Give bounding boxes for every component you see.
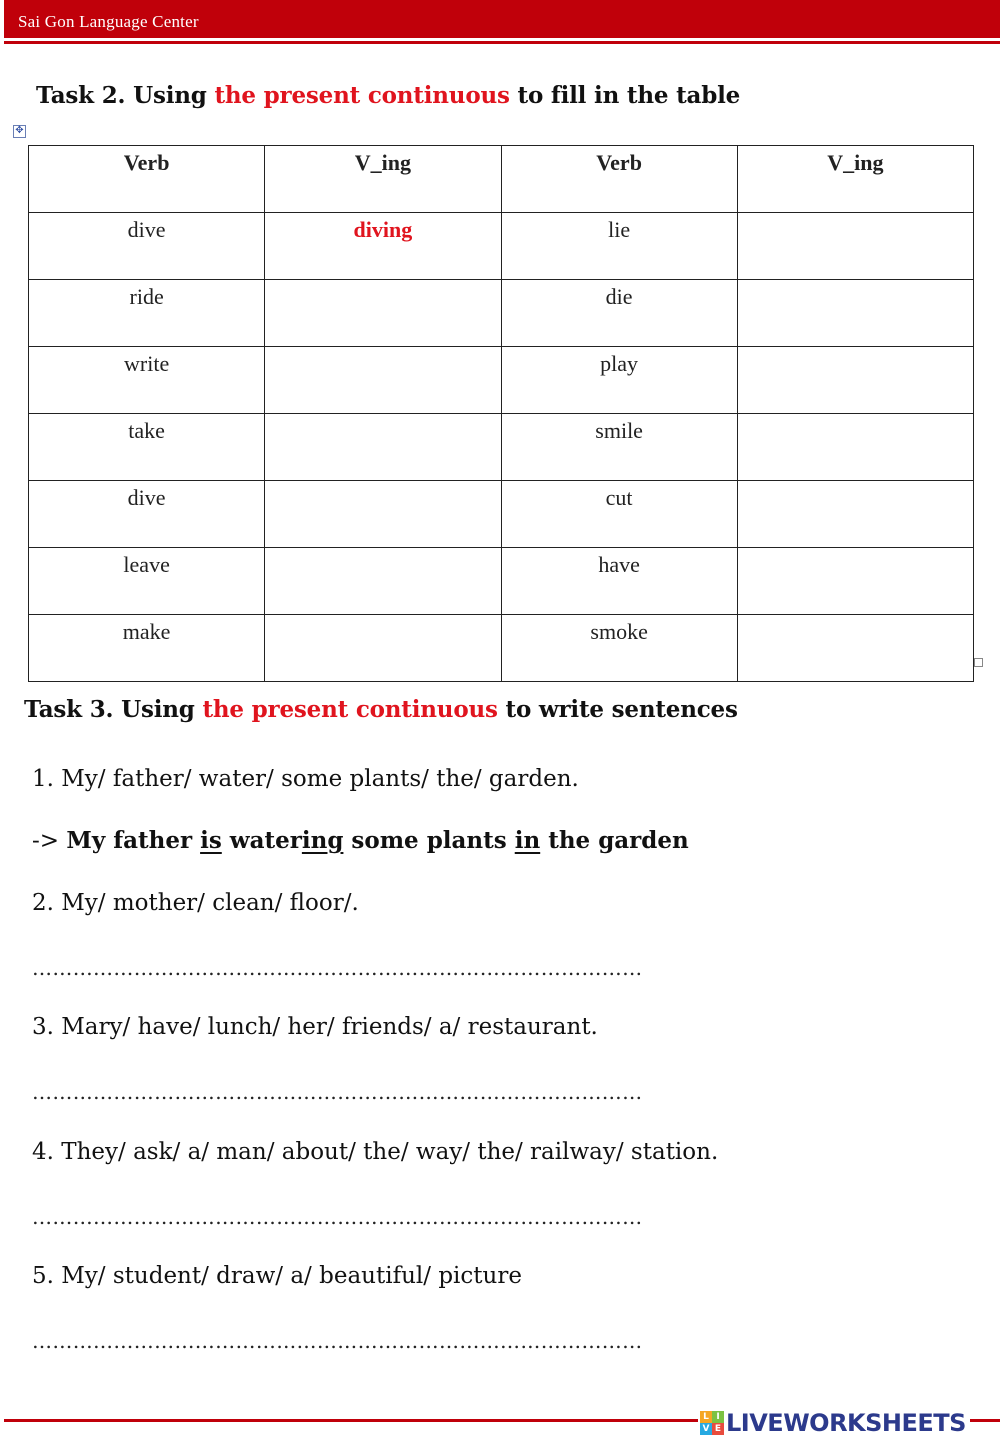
table-move-handle-icon[interactable]: ✥ bbox=[13, 125, 26, 138]
header-ving-1: V_ing bbox=[265, 146, 501, 213]
header-divider bbox=[4, 41, 1000, 44]
task2-suffix: to fill in the table bbox=[509, 82, 741, 109]
verb-cell: dive bbox=[29, 213, 265, 280]
question-3: 3. Mary/ have/ lunch/ her/ friends/ a/ restaurant. bbox=[32, 1014, 598, 1040]
table-row bbox=[29, 280, 974, 347]
ving-answer-cell[interactable] bbox=[265, 347, 501, 414]
table-resize-handle[interactable] bbox=[974, 658, 983, 667]
verb-cell: leave bbox=[29, 548, 265, 615]
question-5: 5. My/ student/ draw/ a/ beautiful/ picture bbox=[32, 1263, 522, 1289]
answer-blank-2[interactable]: ……………………………………………………………………………… bbox=[32, 956, 643, 980]
ving-answer-cell[interactable] bbox=[265, 414, 501, 481]
question-1: 1. My/ father/ water/ some plants/ the/ garden. bbox=[32, 766, 579, 792]
table-header-row bbox=[29, 146, 974, 213]
logo-text: LIVEWORKSHEETS bbox=[726, 1409, 966, 1437]
logo-icon-letter: E bbox=[712, 1423, 724, 1435]
ving-answer-cell[interactable] bbox=[737, 615, 973, 682]
verb-cell: dive bbox=[29, 481, 265, 548]
header-verb-1: Verb bbox=[29, 146, 265, 213]
logo-icon-letter: V bbox=[700, 1423, 712, 1435]
answer-underlined: is bbox=[200, 827, 222, 854]
header-ving-2: V_ing bbox=[737, 146, 973, 213]
verb-table bbox=[28, 145, 974, 682]
logo-icon-letter: I bbox=[712, 1411, 724, 1423]
verb-cell: lie bbox=[501, 213, 737, 280]
example-answer bbox=[32, 827, 689, 854]
header-title: Sai Gon Language Center bbox=[18, 12, 199, 31]
answer-arrow: -> bbox=[32, 828, 67, 854]
answer-underlined: ing bbox=[301, 827, 344, 854]
table-row bbox=[29, 615, 974, 682]
ving-answer-cell[interactable] bbox=[265, 280, 501, 347]
task3-highlight: the present continuous bbox=[202, 696, 498, 723]
header-verb-2: Verb bbox=[501, 146, 737, 213]
verb-cell: have bbox=[501, 548, 737, 615]
ving-answer-cell[interactable] bbox=[737, 548, 973, 615]
task2-heading bbox=[36, 82, 740, 109]
task3-suffix: to write sentences bbox=[497, 696, 738, 723]
answer-underlined: in bbox=[514, 827, 541, 854]
liveworksheets-logo-icon bbox=[700, 1411, 724, 1435]
answer-part: some plants bbox=[343, 827, 515, 854]
task2-prefix: Task 2. Using bbox=[36, 82, 215, 109]
ving-answer-cell[interactable] bbox=[737, 213, 973, 280]
answer-blank-4[interactable]: ……………………………………………………………………………… bbox=[32, 1205, 643, 1229]
verb-cell: smoke bbox=[501, 615, 737, 682]
task3-heading bbox=[24, 696, 738, 723]
ving-answer-cell[interactable] bbox=[265, 548, 501, 615]
verb-cell: ride bbox=[29, 280, 265, 347]
task2-highlight: the present continuous bbox=[214, 82, 510, 109]
ving-answer-cell[interactable] bbox=[265, 481, 501, 548]
answer-blank-3[interactable]: ……………………………………………………………………………… bbox=[32, 1080, 643, 1104]
task3-prefix: Task 3. Using bbox=[24, 696, 203, 723]
header-bar bbox=[4, 0, 1000, 38]
verb-cell: make bbox=[29, 615, 265, 682]
ving-answer-cell[interactable] bbox=[737, 481, 973, 548]
verb-cell: play bbox=[501, 347, 737, 414]
answer-blank-5[interactable]: ……………………………………………………………………………… bbox=[32, 1329, 643, 1353]
logo-icon-letter: L bbox=[700, 1411, 712, 1423]
table-row bbox=[29, 548, 974, 615]
question-2: 2. My/ mother/ clean/ floor/. bbox=[32, 890, 359, 916]
ving-example-cell: diving bbox=[265, 213, 501, 280]
ving-answer-cell[interactable] bbox=[737, 280, 973, 347]
table-row bbox=[29, 213, 974, 280]
answer-part: the garden bbox=[540, 827, 689, 854]
liveworksheets-logo bbox=[698, 1408, 970, 1438]
verb-cell: die bbox=[501, 280, 737, 347]
verb-cell: write bbox=[29, 347, 265, 414]
question-4: 4. They/ ask/ a/ man/ about/ the/ way/ the/ railway/ station. bbox=[32, 1139, 719, 1165]
table-row bbox=[29, 481, 974, 548]
table-row bbox=[29, 347, 974, 414]
verb-cell: cut bbox=[501, 481, 737, 548]
ving-answer-cell[interactable] bbox=[737, 347, 973, 414]
ving-answer-cell[interactable] bbox=[737, 414, 973, 481]
ving-answer-cell[interactable] bbox=[265, 615, 501, 682]
verb-cell: take bbox=[29, 414, 265, 481]
answer-part: water bbox=[221, 827, 302, 854]
table-row bbox=[29, 414, 974, 481]
answer-part: My father bbox=[66, 827, 201, 854]
verb-cell: smile bbox=[501, 414, 737, 481]
